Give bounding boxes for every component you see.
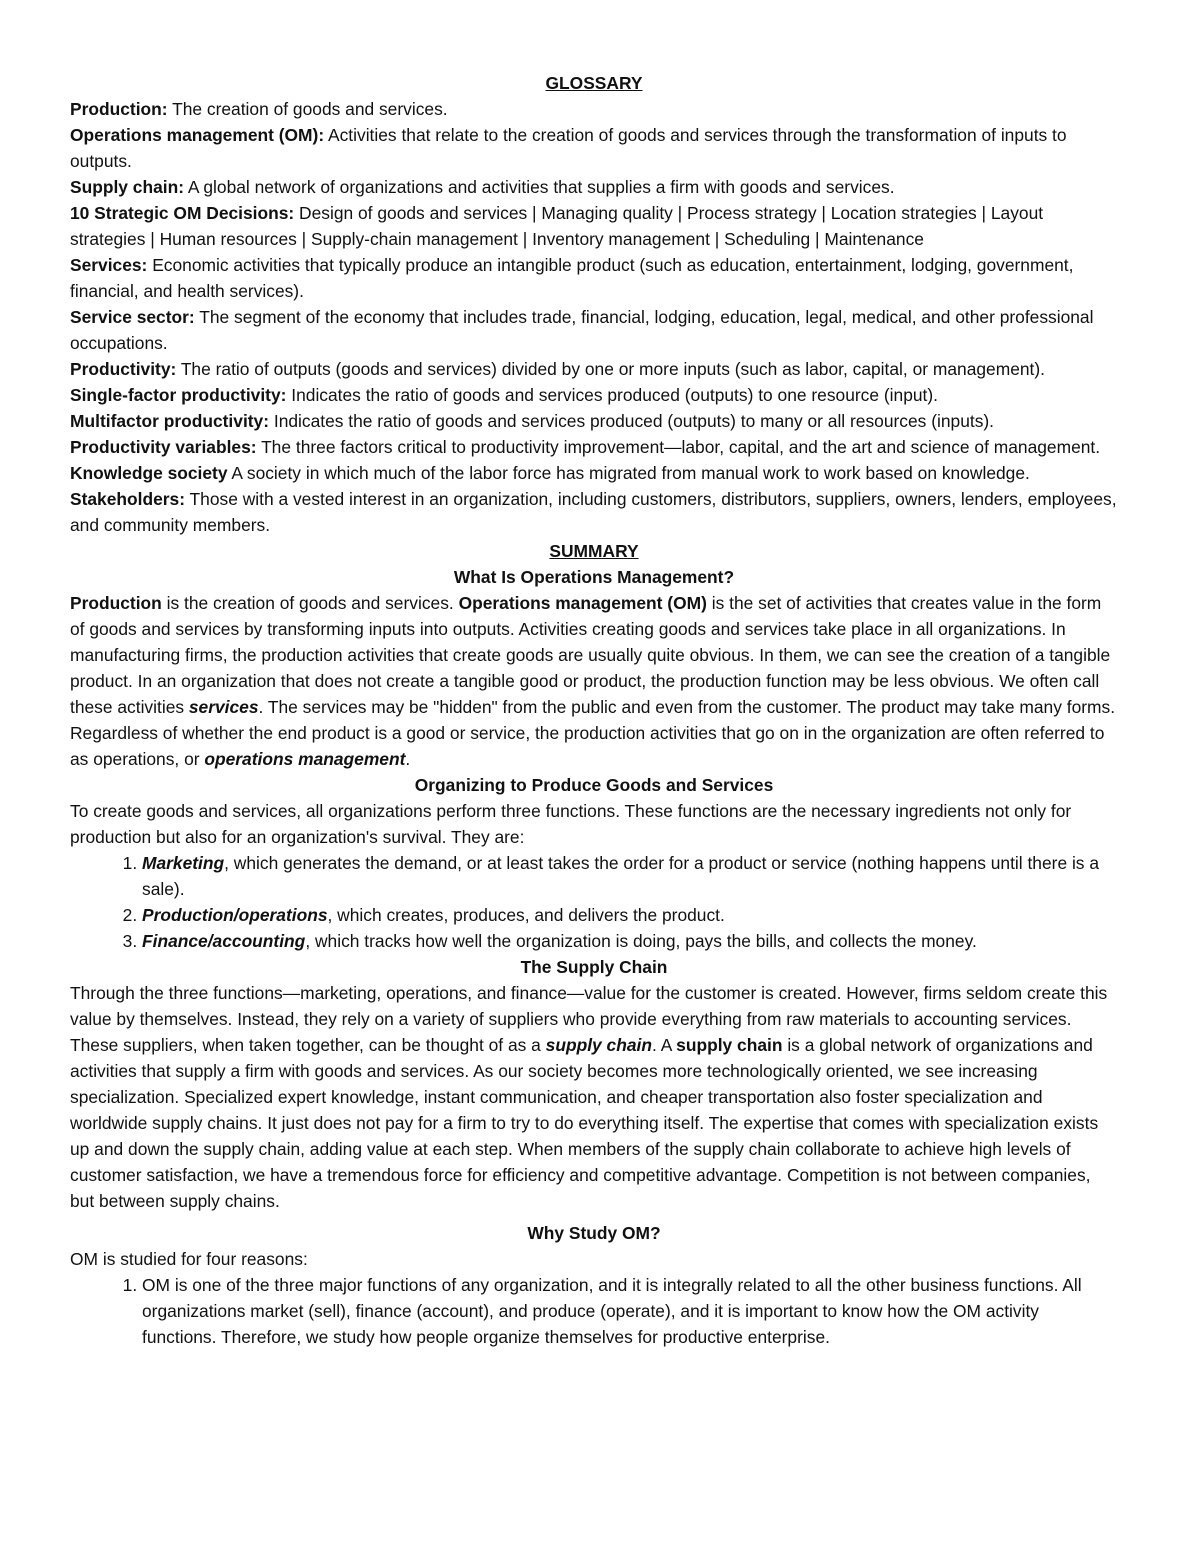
bold-term: Operations management (OM) xyxy=(458,593,707,613)
paragraph-supply-chain xyxy=(70,980,1118,1214)
glossary-entry xyxy=(70,96,1118,122)
body-text: . A xyxy=(651,1035,677,1055)
section-title-organizing: Organizing to Produce Goods and Services xyxy=(414,775,774,795)
glossary-entry xyxy=(70,122,1118,174)
glossary-term: Productivity: xyxy=(70,359,177,379)
bold-italic-term: Marketing xyxy=(142,853,225,873)
glossary-term: Service sector: xyxy=(70,307,195,327)
glossary-definition: Economic activities that typically produce an intangible product (such as education, entertainment, lodging, government, financial, and health services). xyxy=(70,255,1074,301)
reasons-list xyxy=(70,1272,1118,1350)
glossary-term: Production: xyxy=(70,99,168,119)
bold-italic-term: services xyxy=(188,697,259,717)
body-text: is the creation of goods and services. xyxy=(161,593,459,613)
glossary-definition: A global network of organizations and activities that supplies a firm with goods and services. xyxy=(184,177,895,197)
glossary-term: Multifactor productivity: xyxy=(70,411,270,431)
glossary-entry xyxy=(70,252,1118,304)
glossary-definition: The segment of the economy that includes trade, financial, lodging, education, legal, medical, and other professional occupations. xyxy=(70,307,1094,353)
glossary-entry xyxy=(70,304,1118,356)
body-text: . The services may be "hidden" from the public and even from the customer. The product may take many forms. Regardless of whether the end product is a good or service, the production activities that go on in the organization are often referred to as operations, or xyxy=(70,697,1116,769)
body-text: , which creates, produces, and delivers the product. xyxy=(327,905,725,925)
glossary-entry xyxy=(70,382,1118,408)
glossary-term: 10 Strategic OM Decisions: xyxy=(70,203,295,223)
glossary-entry xyxy=(70,486,1118,538)
glossary-heading: GLOSSARY xyxy=(545,73,643,93)
glossary-definition: Design of goods and services | Managing quality | Process strategy | Location strategies | Layout strategies | Human resources | Supply-chain management | Inventory management | Scheduling | Maintenance xyxy=(70,203,1044,249)
bold-italic-term: Production/operations xyxy=(142,905,328,925)
paragraph-what-is-om xyxy=(70,590,1118,772)
section-title-why-study-om: Why Study OM? xyxy=(527,1223,661,1243)
glossary-term: Operations management (OM): xyxy=(70,125,325,145)
glossary-term: Productivity variables: xyxy=(70,437,257,457)
glossary-entry xyxy=(70,356,1118,382)
list-item xyxy=(142,850,1118,902)
glossary-term: Knowledge society xyxy=(70,463,228,483)
body-text: is the set of activities that creates value in the form of goods and services by transforming inputs into outputs. Activities creating goods and services take place in all organizations. In manufacturing firms, the production activities that create goods are usually quite obvious. In them, we can see the creation of a tangible product. In an organization that does not create a tangible good or product, the production function may be less obvious. We often call these activities xyxy=(70,593,1111,717)
list-item xyxy=(142,928,1118,954)
glossary-definition: The creation of goods and services. xyxy=(167,99,448,119)
glossary-definition: The ratio of outputs (goods and services) divided by one or more inputs (such as labor, capital, or management). xyxy=(176,359,1046,379)
body-text: , which generates the demand, or at least takes the order for a product or service (nothing happens until there is a sale). xyxy=(142,853,1100,899)
body-text: . xyxy=(405,749,411,769)
paragraph-organizing-intro: To create goods and services, all organizations perform three functions. These functions are the necessary ingredients not only for production but also for an organization's survival. They are: xyxy=(70,801,1072,847)
body-text: Through the three functions—marketing, operations, and finance—value for the customer is created. However, firms seldom create this value by themselves. Instead, they rely on a variety of suppliers who provide everything from raw materials to accounting services. These suppliers, when taken together, can be thought of as a xyxy=(70,983,1108,1055)
bold-term: Production xyxy=(70,593,162,613)
glossary-entry xyxy=(70,434,1118,460)
glossary-term: Supply chain: xyxy=(70,177,185,197)
paragraph-why-study-intro: OM is studied for four reasons: xyxy=(70,1249,308,1269)
glossary-entry xyxy=(70,200,1118,252)
glossary-term: Single-factor productivity: xyxy=(70,385,287,405)
body-text: is a global network of organizations and activities that supply a firm with goods and services. As our society becomes more technologically oriented, we see increasing specialization. Specialized expert knowledge, instant communication, and cheaper transportation also foster specialization and worldwide supply chains. It just does not pay for a firm to try to do everything itself. The expertise that comes with specialization exists up and down the supply chain, adding value at each step. When members of the supply chain collaborate to achieve high levels of customer satisfaction, we have a tremendous force for efficiency and competitive advantage. Competition is not between companies, but between supply chains. xyxy=(70,1035,1099,1211)
glossary-definition: The three factors critical to productivity improvement—labor, capital, and the art and science of management. xyxy=(256,437,1101,457)
bold-term: supply chain xyxy=(676,1035,783,1055)
glossary-term: Services: xyxy=(70,255,148,275)
list-item: 1. OM is one of the three major functions of any organization, and it is integrally related to all the other business functions. All organizations market (sell), finance (account), and produce (operate), and it is important to know how the OM activity functions. Therefore, we study how people organize themselves for productive enterprise. xyxy=(142,1272,1118,1350)
glossary-entry xyxy=(70,174,1118,200)
bold-italic-term: supply chain xyxy=(545,1035,652,1055)
glossary-term: Stakeholders: xyxy=(70,489,186,509)
glossary-definition: Those with a vested interest in an organization, including customers, distributors, suppliers, owners, lenders, employees, and community members. xyxy=(70,489,1117,535)
bold-italic-term: Finance/accounting xyxy=(142,931,306,951)
section-title-what-is-om: What Is Operations Management? xyxy=(453,567,735,587)
glossary-entry xyxy=(70,460,1118,486)
section-title-supply-chain: The Supply Chain xyxy=(520,957,668,977)
glossary-definition: Activities that relate to the creation of goods and services through the transformation of inputs to outputs. xyxy=(70,125,1067,171)
bold-italic-term: operations management xyxy=(204,749,406,769)
glossary-definition: Indicates the ratio of goods and services produced (outputs) to one resource (input). xyxy=(286,385,938,405)
list-item xyxy=(142,902,1118,928)
summary-heading: SUMMARY xyxy=(549,541,639,561)
glossary-definition: Indicates the ratio of goods and services produced (outputs) to many or all resources (inputs). xyxy=(269,411,995,431)
functions-list xyxy=(70,850,1118,954)
body-text: , which tracks how well the organization is doing, pays the bills, and collects the money. xyxy=(305,931,977,951)
glossary-entry xyxy=(70,408,1118,434)
glossary-definition: A society in which much of the labor force has migrated from manual work to work based on knowledge. xyxy=(227,463,1030,483)
